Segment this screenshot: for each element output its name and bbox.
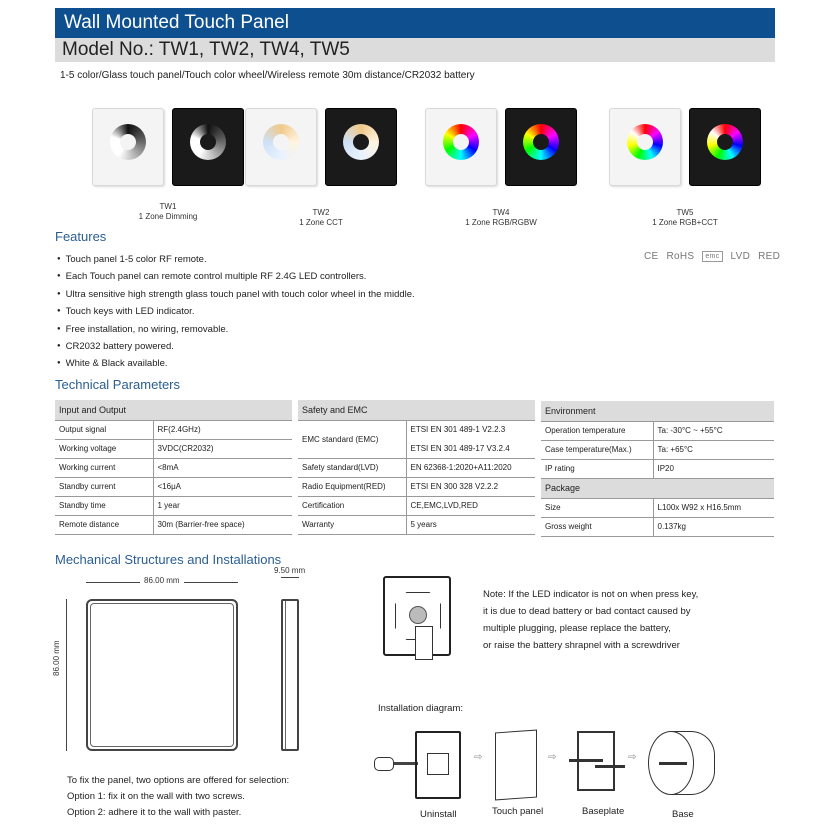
table-row: Gross weight 0.137kg bbox=[541, 517, 774, 536]
table-header: Safety and EMC bbox=[298, 400, 535, 420]
arrow-right-icon: ⇨ bbox=[548, 752, 557, 763]
step-label: Touch panel bbox=[492, 806, 544, 817]
safety-emc-table bbox=[298, 400, 535, 535]
emc-logo-icon: emc bbox=[702, 251, 722, 262]
lvd-logo-icon: LVD bbox=[730, 251, 751, 262]
environment-package-table bbox=[541, 401, 774, 537]
step-label: Base bbox=[672, 809, 694, 820]
product-tw1 bbox=[92, 108, 244, 222]
feature-item: ● Touch keys with LED indicator. bbox=[57, 303, 415, 320]
feature-item: ● CR2032 battery powered. bbox=[57, 338, 415, 355]
mechanical-heading: Mechanical Structures and Installations bbox=[55, 552, 282, 567]
table-row: ETSI EN 301 489-17 V3.2.4 bbox=[298, 439, 535, 458]
table-row: Output signal RF(2.4GHz) bbox=[55, 420, 292, 439]
product-description: 1 Zone RGB+CCT bbox=[652, 218, 718, 227]
table-row: Operation temperature Ta: -30°C ~ +55°C bbox=[541, 421, 774, 440]
panel-black-image bbox=[689, 108, 761, 186]
table-row: Certification CE,EMC,LVD,RED bbox=[298, 496, 535, 515]
panel-white-image bbox=[425, 108, 497, 186]
dimming-wheel-icon bbox=[110, 124, 146, 160]
subtitle: 1-5 color/Glass touch panel/Touch color wheel/Wireless remote 30m distance/CR2032 battery bbox=[60, 70, 475, 81]
table-row: EMC standard (EMC) ETSI EN 301 489-1 V2.2.3 bbox=[298, 420, 535, 439]
table-row: Warranty 5 years bbox=[298, 515, 535, 534]
width-dimension-label: 86.00 mm bbox=[140, 576, 184, 585]
rohs-logo-icon: RoHS bbox=[666, 251, 695, 262]
step-label: Baseplate bbox=[582, 806, 625, 817]
certification-logos bbox=[644, 251, 780, 262]
panel-white-image bbox=[245, 108, 317, 186]
table-row: Size L100x W92 x H16.5mm bbox=[541, 498, 774, 517]
panel-white-image bbox=[92, 108, 164, 186]
feature-item: ● Free installation, no wiring, removable. bbox=[57, 321, 415, 338]
product-description: 1 Zone Dimming bbox=[138, 212, 198, 221]
product-model: TW1 bbox=[159, 202, 177, 211]
front-view-drawing bbox=[86, 599, 238, 751]
product-model: TW5 bbox=[676, 208, 694, 217]
battery-note: Note: If the LED indicator is not on when press key, it is due to dead battery or bad contact caused by multiple plugging, please replace the battery, or raise the battery shrapnel with a screwdriver bbox=[483, 589, 699, 651]
table-row: Standby time 1 year bbox=[55, 496, 292, 515]
uninstall-drawing bbox=[415, 731, 461, 799]
baseplate-drawing bbox=[577, 731, 615, 791]
cct-wheel-icon bbox=[343, 124, 379, 160]
feature-item: ● White & Black available. bbox=[57, 355, 415, 372]
installation-title: Installation diagram: bbox=[378, 703, 464, 714]
table-header: Input and Output bbox=[55, 400, 292, 420]
table-row: Working current <8mA bbox=[55, 458, 292, 477]
touch-panel-drawing bbox=[495, 730, 537, 801]
height-dimension-label: 86.00 mm bbox=[52, 636, 61, 680]
ce-logo-icon: CE bbox=[644, 251, 659, 262]
product-model: TW2 bbox=[312, 208, 330, 217]
table-row: Safety standard(LVD) EN 62368-1:2020+A11:2020 bbox=[298, 458, 535, 477]
rgbcct-wheel-icon bbox=[627, 124, 663, 160]
table-row: Radio Equipment(RED) ETSI EN 300 328 V2.2.2 bbox=[298, 477, 535, 496]
feature-item: ● Ultra sensitive high strength glass touch panel with touch color wheel in the middle. bbox=[57, 286, 415, 303]
height-dimension-line bbox=[66, 599, 67, 751]
panel-black-image bbox=[172, 108, 244, 186]
dimming-wheel-icon bbox=[190, 124, 226, 160]
panel-black-image bbox=[505, 108, 577, 186]
table-row: Standby current <16μA bbox=[55, 477, 292, 496]
table-row: Remote distance 30m (Barrier-free space) bbox=[55, 515, 292, 534]
technical-heading: Technical Parameters bbox=[55, 377, 180, 392]
battery-back-drawing bbox=[383, 576, 451, 656]
product-tw5 bbox=[609, 108, 761, 228]
battery-icon bbox=[409, 606, 427, 624]
table-row: Case temperature(Max.) Ta: +65°C bbox=[541, 440, 774, 459]
features-heading: Features bbox=[55, 229, 107, 244]
depth-dimension-label: 9.50 mm bbox=[274, 566, 306, 575]
product-description: 1 Zone CCT bbox=[299, 218, 343, 227]
base-drawing bbox=[648, 731, 694, 795]
panel-black-image bbox=[325, 108, 397, 186]
table-header: Environment bbox=[541, 401, 774, 421]
page-title: Wall Mounted Touch Panel bbox=[55, 8, 775, 38]
table-header: Package bbox=[541, 478, 774, 498]
arrow-right-icon: ⇨ bbox=[628, 752, 637, 763]
red-logo-icon: RED bbox=[758, 251, 781, 262]
table-row: IP rating IP20 bbox=[541, 459, 774, 478]
rgb-wheel-icon bbox=[523, 124, 559, 160]
fixing-instructions: To fix the panel, two options are offered for selection: Option 1: fix it on the wall with two screws. Option 2: adhere it to the wall with paster. bbox=[67, 775, 290, 818]
feature-item: ● Touch panel 1-5 color RF remote. bbox=[57, 251, 415, 268]
features-list bbox=[57, 251, 415, 373]
product-tw2 bbox=[245, 108, 397, 228]
step-label: Uninstall bbox=[420, 809, 457, 820]
cct-wheel-icon bbox=[263, 124, 299, 160]
screwdriver-icon bbox=[378, 762, 418, 765]
feature-item: ● Each Touch panel can remote control multiple RF 2.4G LED controllers. bbox=[57, 268, 415, 285]
rgbcct-wheel-icon bbox=[707, 124, 743, 160]
table-row: Working voltage 3VDC(CR2032) bbox=[55, 439, 292, 458]
panel-white-image bbox=[609, 108, 681, 186]
side-view-drawing bbox=[281, 599, 299, 751]
product-tw4 bbox=[425, 108, 577, 228]
input-output-table bbox=[55, 400, 292, 535]
arrow-right-icon: ⇨ bbox=[474, 752, 483, 763]
product-description: 1 Zone RGB/RGBW bbox=[465, 218, 537, 227]
product-model: TW4 bbox=[492, 208, 510, 217]
depth-dimension-line bbox=[281, 577, 299, 578]
model-number: Model No.: TW1, TW2, TW4, TW5 bbox=[55, 38, 775, 62]
rgb-wheel-icon bbox=[443, 124, 479, 160]
